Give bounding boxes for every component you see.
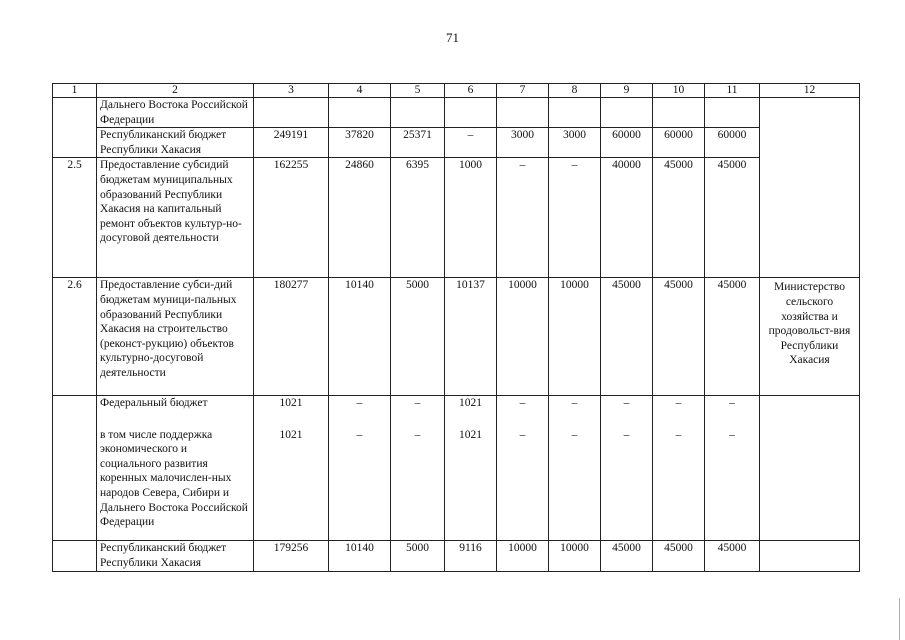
cell-value: – [729, 428, 735, 441]
cell-value: – [519, 397, 526, 410]
cell-value: 10137 [445, 278, 497, 396]
table-row [53, 396, 860, 541]
cell-value-pair [601, 396, 653, 541]
cell-value: 37820 [329, 128, 391, 158]
cell-value: 10000 [497, 541, 549, 571]
column-header: 4 [329, 84, 391, 98]
column-header: 6 [445, 84, 497, 98]
table-row [53, 128, 860, 158]
cell-value [391, 98, 445, 128]
cell-value-pair [549, 396, 601, 541]
cell-value: – [356, 428, 363, 441]
column-header: 11 [705, 84, 760, 98]
cell-value: – [414, 397, 421, 410]
cell-value [445, 98, 497, 128]
cell-value: – [623, 397, 630, 410]
cell-value-pair [391, 396, 445, 541]
row-index [53, 98, 97, 128]
cell-value [329, 98, 391, 128]
column-header: 5 [391, 84, 445, 98]
column-header: 3 [254, 84, 329, 98]
cell-value: 45000 [705, 158, 760, 278]
row-index [53, 128, 97, 158]
cell-value: 45000 [653, 278, 705, 396]
column-header: 1 [53, 84, 97, 98]
cell-value: – [414, 428, 421, 441]
table-row [53, 98, 860, 128]
budget-table [52, 83, 860, 572]
cell-value: – [729, 397, 735, 410]
cell-value: 1021 [279, 428, 303, 441]
cell-value: 10140 [329, 278, 391, 396]
cell-value: – [675, 428, 682, 441]
cell-value: 6395 [391, 158, 445, 278]
table-row [53, 541, 860, 571]
row-description: Республиканский бюджет Республики Хакасия [97, 541, 254, 571]
cell-value: – [571, 397, 578, 410]
cell-value: 10140 [329, 541, 391, 571]
cell-value: – [623, 428, 630, 441]
cell-value: – [571, 428, 578, 441]
cell-value [549, 98, 601, 128]
cell-value: 180277 [254, 278, 329, 396]
column-header: 9 [601, 84, 653, 98]
cell-value: 3000 [549, 128, 601, 158]
scan-edge-line [899, 598, 900, 640]
cell-value [705, 98, 760, 128]
row-index [53, 541, 97, 571]
row-index [53, 396, 97, 541]
cell-value: – [675, 397, 682, 410]
row-description: Республиканский бюджет Республики Хакасия [97, 128, 254, 158]
cell-value: – [549, 158, 601, 278]
cell-value-pair [445, 396, 497, 541]
cell-value: 10000 [497, 278, 549, 396]
executor-cell [760, 396, 860, 541]
row-description: Предоставление субси-дий бюджетам муници-пальных образований Республики Хакасия на строительство (реконст-рукцию) объектов культурно-досуговой деятельности [97, 278, 254, 396]
cell-value: 60000 [653, 128, 705, 158]
cell-value: 10000 [549, 541, 601, 571]
table-row [53, 278, 860, 396]
cell-value: 45000 [653, 541, 705, 571]
row-index: 2.6 [53, 278, 97, 396]
cell-value: 5000 [391, 278, 445, 396]
row-description: Дальнего Востока Российской Федерации [97, 98, 254, 128]
column-header: 8 [549, 84, 601, 98]
page-number: 71 [446, 30, 459, 45]
cell-value-pair [329, 396, 391, 541]
cell-value: 9116 [445, 541, 497, 571]
cell-value: 249191 [254, 128, 329, 158]
cell-value [254, 98, 329, 128]
cell-value: 45000 [653, 158, 705, 278]
cell-value-pair [497, 396, 549, 541]
cell-value [653, 98, 705, 128]
cell-value: 1021 [279, 397, 303, 410]
federal-budget-label: Федеральный бюджет [100, 397, 208, 410]
column-header: 12 [760, 84, 860, 98]
column-header: 2 [97, 84, 254, 98]
cell-value-pair [653, 396, 705, 541]
cell-value: – [445, 128, 497, 158]
cell-value: 45000 [705, 278, 760, 396]
cell-value-pair [254, 396, 329, 541]
table-row [53, 158, 860, 278]
executor-cell [760, 98, 860, 278]
column-header: 10 [653, 84, 705, 98]
cell-value: 3000 [497, 128, 549, 158]
row-description: Предоставление субсидий бюджетам муниципальных образований Республики Хакасия на капитальный ремонт объектов культур-но-досуговой деятельности [97, 158, 254, 278]
cell-value: – [356, 397, 363, 410]
cell-value [497, 98, 549, 128]
cell-value: 40000 [601, 158, 653, 278]
cell-value: 162255 [254, 158, 329, 278]
executor-cell: Министерство сельского хозяйства и продовольст-вия Республики Хакасия [760, 278, 860, 396]
cell-value: 60000 [601, 128, 653, 158]
cell-value: 45000 [705, 541, 760, 571]
cell-value: 179256 [254, 541, 329, 571]
table-header-row [53, 84, 860, 98]
cell-value: – [497, 158, 549, 278]
column-header: 7 [497, 84, 549, 98]
cell-value: 24860 [329, 158, 391, 278]
cell-value: – [519, 428, 526, 441]
row-index: 2.5 [53, 158, 97, 278]
cell-value: 45000 [601, 278, 653, 396]
cell-value: 10000 [549, 278, 601, 396]
executor-cell [760, 541, 860, 571]
cell-value: 60000 [705, 128, 760, 158]
cell-value: 1000 [445, 158, 497, 278]
cell-value-pair [705, 396, 760, 541]
cell-value: 45000 [601, 541, 653, 571]
including-label: в том числе поддержка экономического и социального развития коренных малочислен-ных народов Севера, Сибири и Дальнего Востока Российской Федерации [100, 428, 248, 529]
cell-value [601, 98, 653, 128]
cell-value: 25371 [391, 128, 445, 158]
cell-value: 1021 [459, 397, 482, 410]
cell-value: 1021 [459, 428, 482, 441]
row-description [97, 396, 254, 541]
cell-value: 5000 [391, 541, 445, 571]
